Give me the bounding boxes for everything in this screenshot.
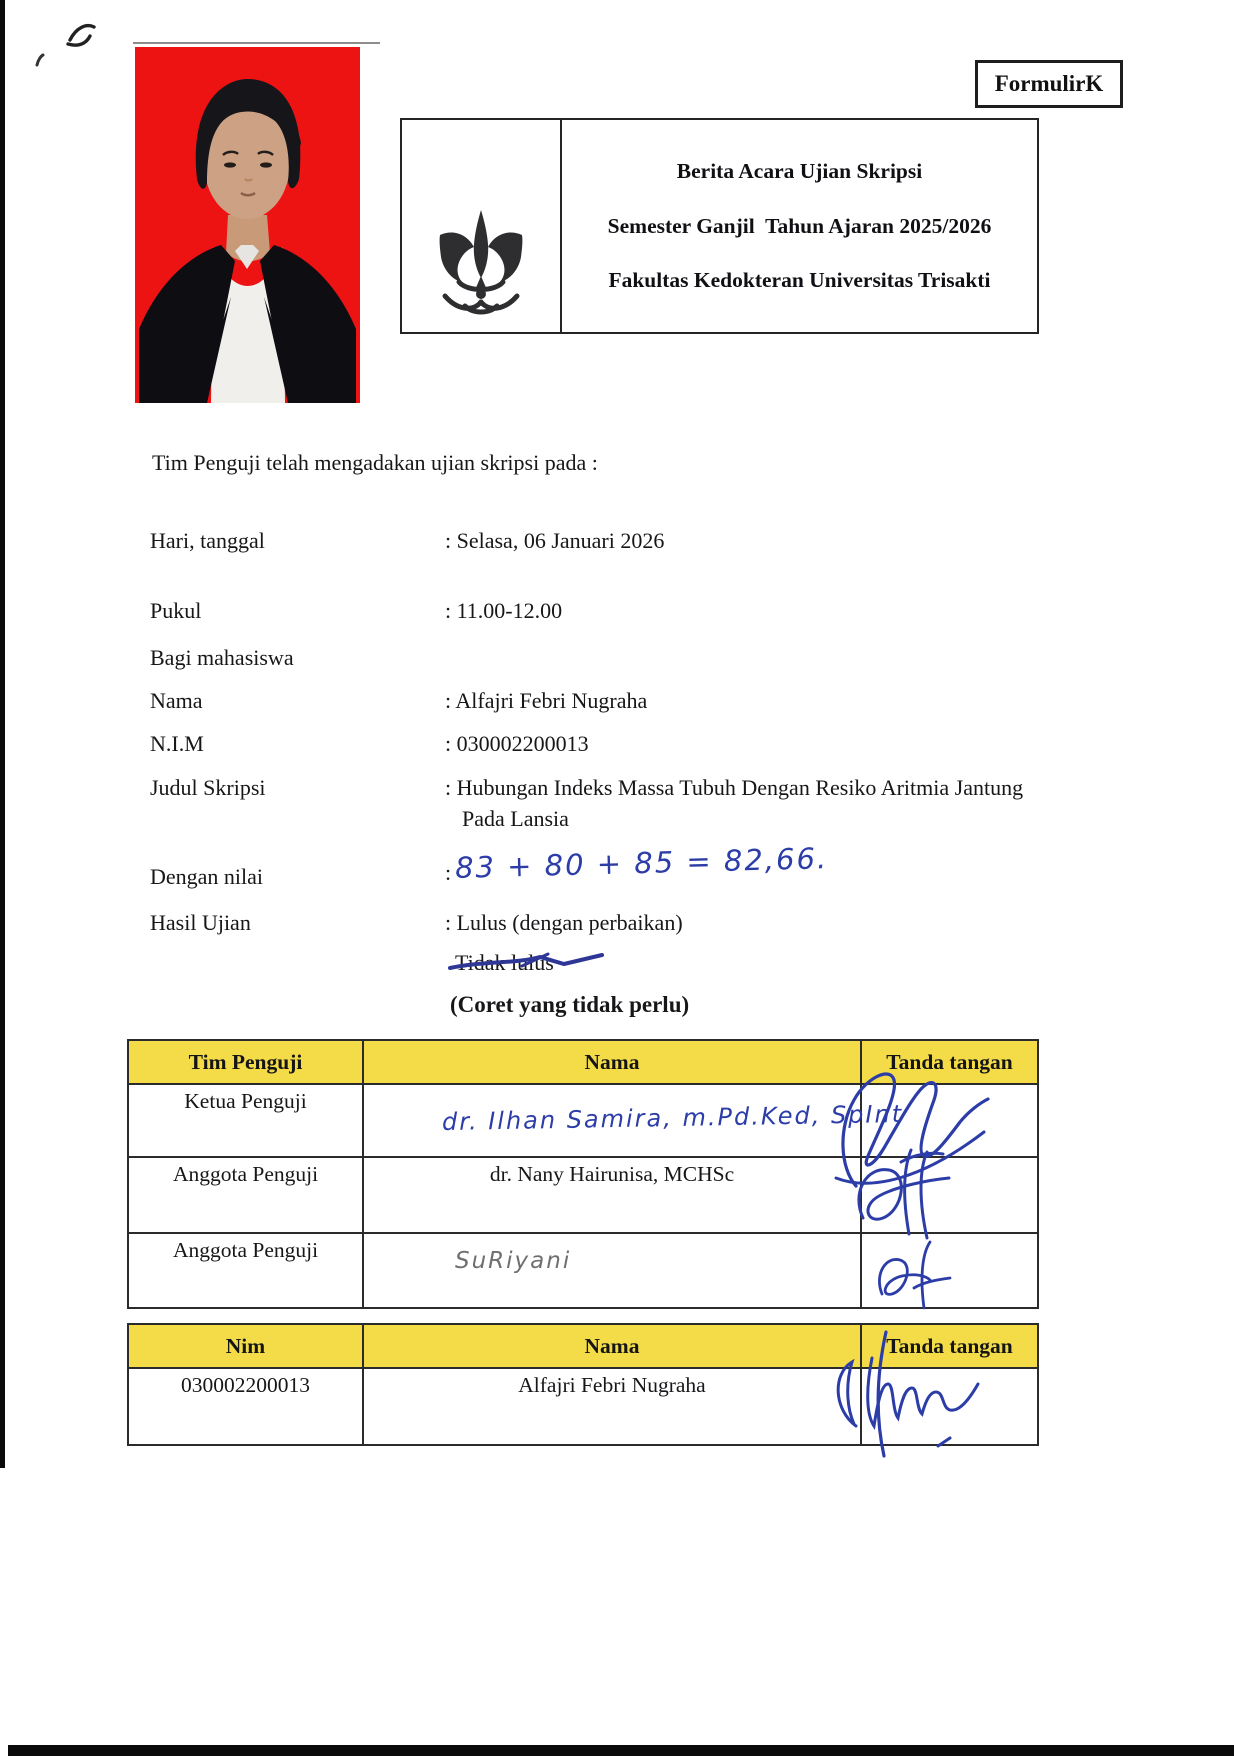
ink-smudge-icon [62,18,102,52]
role-ketua: Ketua Penguji [128,1084,363,1157]
value-nim: : 030002200013 [445,731,589,756]
pen-strikethrough [448,950,608,978]
signature-cell [861,1368,1038,1445]
intro-line: Tim Penguji telah mengadakan ujian skripsi pada : [152,450,598,475]
header-title-1: Berita Acara Ujian Skripsi [676,159,923,184]
value-nama: : Alfajri Febri Nugraha [445,688,648,713]
name-ketua-handwritten: dr. Ilhan Samira, m.Pd.Ked, SpInt [441,1099,904,1137]
header-tim-penguji: Tim Penguji [128,1040,363,1084]
label-hasil: Hasil Ujian [150,910,251,935]
name-anggota-2-handwritten: SuRiyani [455,1248,572,1274]
photo-person [135,47,360,403]
table-row [128,1233,1038,1308]
signature-cell [861,1157,1038,1233]
header-nama: Nama [363,1040,861,1084]
header-title-2: Semester Ganjil Tahun Ajaran 2025/2026 [607,213,992,238]
examiners-header-row [128,1040,1038,1084]
title-cell [562,120,1037,332]
value-judul-2: Pada Lansia [462,806,569,831]
table-row [128,1368,1038,1445]
signature-cell [861,1233,1038,1308]
form-code-box [975,60,1123,108]
header-title-3: Fakultas Kedokteran Universitas Trisakti [608,267,991,292]
trisakti-logo-icon [431,210,531,322]
nilai-handwritten: 83 + 80 + 85 = 82,66. [454,841,829,885]
label-nilai: Dengan nilai [150,864,264,889]
coret-note: (Coret yang tidak perlu) [450,992,690,1017]
scan-edge-bottom [8,1745,1234,1756]
photo-top-rule [133,42,380,44]
value-pukul: : 11.00-12.00 [445,598,563,623]
document-header [400,118,1039,334]
name-anggota-1: dr. Nany Hairunisa, MCHSc [363,1157,861,1233]
value-hasil: : Lulus (dengan perbaikan) [445,910,683,935]
logo-cell [402,120,562,332]
role-anggota-1: Anggota Penguji [128,1157,363,1233]
student-nim: 030002200013 [128,1368,363,1445]
header-nama-2: Nama [363,1324,861,1368]
label-nim: N.I.M [150,731,204,756]
student-header-row [128,1324,1038,1368]
label-bagi-mahasiswa: Bagi mahasiswa [150,645,294,670]
label-nama: Nama [150,688,203,713]
examiners-table [127,1039,1039,1309]
label-hari: Hari, tanggal [150,528,265,553]
label-pukul: Pukul [150,598,202,623]
name-cell-anggota-2 [363,1233,861,1308]
label-judul: Judul Skripsi [150,775,266,800]
form-code-label: FormulirK [994,71,1104,96]
student-photo [135,47,360,403]
student-name: Alfajri Febri Nugraha [363,1368,861,1445]
scan-edge-left [0,0,5,1468]
nilai-colon: : [445,860,452,885]
student-table [127,1323,1039,1446]
value-judul-1: : Hubungan Indeks Massa Tubuh Dengan Resiko Aritmia Jantung [445,775,1024,800]
header-tanda-tangan-2: Tanda tangan [861,1324,1038,1368]
header-tanda-tangan: Tanda tangan [861,1040,1038,1084]
header-nim: Nim [128,1324,363,1368]
role-anggota-2: Anggota Penguji [128,1233,363,1308]
table-row [128,1157,1038,1233]
hasil-crossed-out: Tidak lulus [455,950,554,975]
ink-dot-icon [33,52,47,68]
value-hari: : Selasa, 06 Januari 2026 [445,528,665,553]
